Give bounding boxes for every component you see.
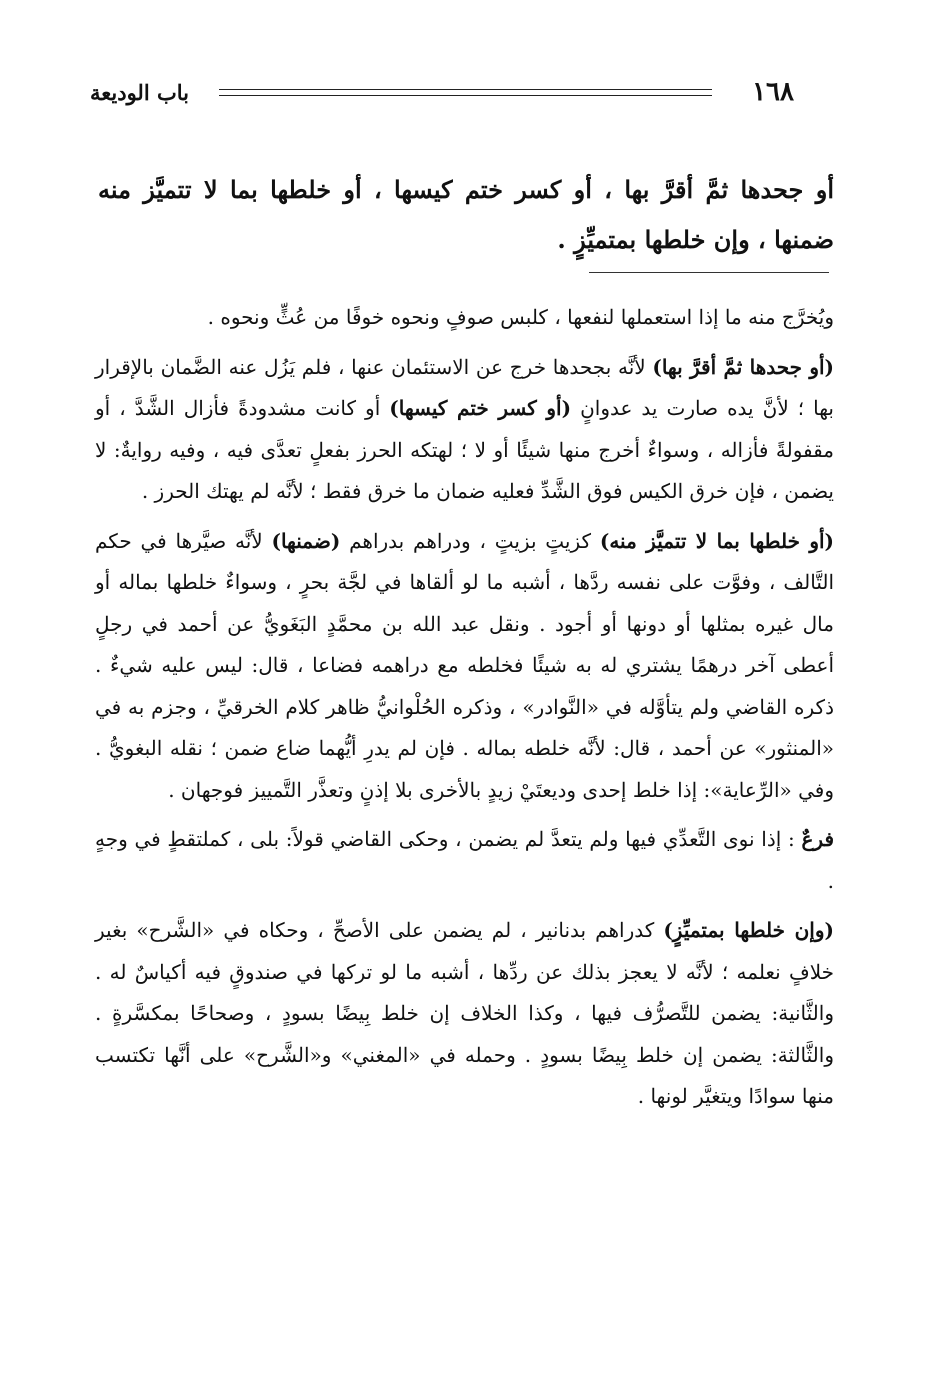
matn-line-2: ضمنها ، وإن خلطها بمتميِّزٍ . [557,225,834,254]
header-double-rule [219,89,712,96]
commentary-paragraph [95,819,834,902]
commentary-text [95,297,834,1126]
commentary-text-run: كدراهم بدنانير ، لم يضمن على الأصحِّ ، وحكاه في «الشَّرح» بغير خلافٍ نعلمه ؛ لأنَّه لا يعجز بذلك عن ردِّها ، أشبه ما لو تركها في صندوقٍ فيه أكياسٌ له . والثَّانية: يضمن للتَّصرُّف فيها ، وكذا الخلاف إن خلط بِيضًا بسودٍ ، وصحاحًا بمكسَّرةٍ . والثَّالثة: يضمن إن خلط بِيضًا بسودٍ . وحمله في «المغني» و«الشَّرح» على أنَّها تكتسب منها سوادًا ويتغيَّر لونها . [95,918,834,1108]
commentary-paragraph [95,910,834,1118]
section-marker: فرعٌ [801,827,834,851]
commentary-paragraph [95,297,834,339]
commentary-text-run: ويُخرَّج منه ما إذا استعملها لنفعها ، كلبس صوفٍ ونحوه خوفًا من عُثٍّ ونحوه . [207,305,834,329]
matn-line-1: أو جحدها ثمَّ أقرَّ بها ، أو كسر ختم كيسها ، أو خلطها بما لا تتميَّز منه [98,175,834,204]
commentary-text-run: : إذا نوى التَّعدِّي فيها ولم يتعدَّ لم يضمن ، وحكى القاضي قولاً: بلى ، كملتقطٍ في وجهٍ . [95,827,834,893]
matn-text [98,165,834,265]
commentary-paragraph [95,347,834,513]
commentary-text-run: كزيتٍ بزيتٍ ، ودراهم بدراهم [340,528,600,553]
matn-quote: (أو كسر ختم كيسها) [389,396,572,420]
matn-quote: (ضمنها) [271,528,341,553]
commentary-text-run: لأنَّه بجحدها خرج عن الاستئمان عنها ، فلم يَزُل عنه الضَّمان بالإقرار بها ؛ لأنَّ يده صارت يد عدوانٍ [95,354,834,420]
matn-quote: (وإن خلطها بمتميِّزٍ) [663,918,834,942]
commentary-text-run: لأنَّه صيَّرها في حكم التَّالف ، وفوَّت على نفسه ردَّها ، أشبه ما لو ألقاها في لجَّة بحرٍ ، وسواءٌ خلطها بماله أو مال غيره بمثلها أو دونها أو أجود . ونقل عبد الله بن محمَّدٍ البَغَويُّ عن أحمد في رجلٍ أعطى آخر درهمًا يشتري له به شيئًا فخلطه مع دراهمه فضاعا ، قال: ليس عليه شيءٌ . ذكره القاضي ولم يتأوَّله في «النَّوادر» ، وذكره الحُلْوانيُّ ظاهر كلام الخرقيِّ ، وجزم به في «المنثور» عن أحمد ، قال: لأنَّه خلطه بماله . فإن لم يدرِ أيُّهما ضاع ضمن ؛ نقله البغويُّ . وفي «الرِّعاية»: إذا خلط إحدى وديعتَيْ زيدٍ بالأخرى بلا إذنٍ وتعذَّر التَّمييز فوجهان . [95,528,834,802]
matn-quote: (أو خلطها بما لا تتميَّز منه) [599,528,834,553]
running-title: باب الوديعة [90,79,189,105]
commentary-paragraph [95,521,834,812]
footnote-separator [589,272,829,273]
page-header [90,72,794,112]
page-number: ١٦٨ [752,77,794,107]
commentary-text-run: أو كانت مشدودةً فأزال الشَّدَّ ، أو مقفولةً فأزاله ، وسواءٌ أخرج منها شيئًا أو لا ؛ لهتكه الحرز بفعلٍ تعدَّى فيه ، وفيه روايةٌ: لا يضمن ، فإن خرق الكيس فوق الشَّدِّ فعليه ضمان ما خرق فقط ؛ لأنَّه لم يهتك الحرز . [95,396,834,503]
matn-quote: (أو جحدها ثمَّ أقرَّ بها) [652,354,834,379]
